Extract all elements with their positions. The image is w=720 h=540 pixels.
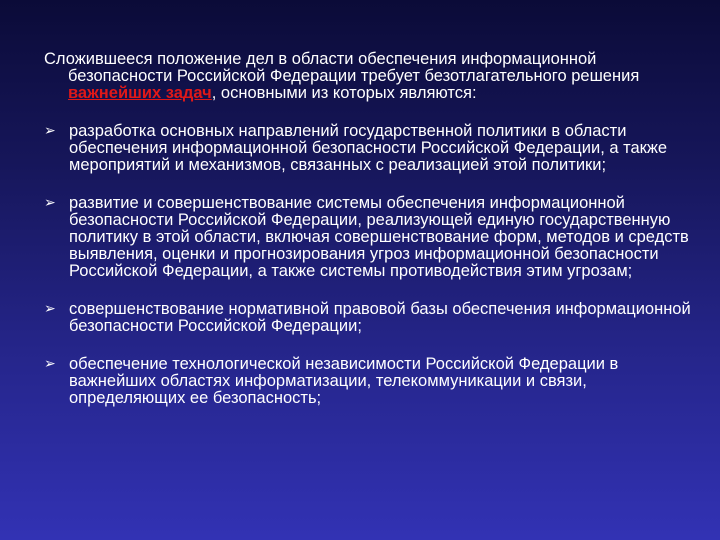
list-item-text: развитие и совершенствование системы обеспечения информационной безопасности Российской Федерации, реализующей единую государственную политику в этой области, включая совершенствование форм, методов и средств выявления, оценки и прогнозирования угроз информационной безопасности Российской Федерации, а также системы противодействия этим угрозам;	[69, 194, 689, 280]
list-item	[44, 301, 694, 335]
slide-content	[44, 51, 694, 428]
list-item-text: разработка основных направлений государственной политики в области обеспечения информационной безопасности Российской Федерации, а также мероприятий и механизмов, связанных с реализацией этой политики;	[69, 122, 668, 174]
arrow-bullet-icon: ➢	[44, 195, 56, 211]
list-item	[44, 195, 694, 280]
intro-text-end: , основными из которых являются:	[211, 84, 477, 102]
list-item	[44, 123, 694, 174]
task-list	[44, 123, 694, 407]
arrow-bullet-icon: ➢	[44, 123, 56, 139]
arrow-bullet-icon: ➢	[44, 301, 56, 317]
arrow-bullet-icon: ➢	[44, 356, 56, 372]
list-item	[44, 356, 694, 407]
intro-paragraph	[44, 51, 694, 102]
list-item-text: обеспечение технологической независимости Российской Федерации в важнейших областях информатизации, телекоммуникации и связи, определяющих ее безопасность;	[69, 355, 619, 407]
list-item-text: совершенствование нормативной правовой базы обеспечения информационной безопасности Российской Федерации;	[69, 300, 691, 335]
intro-highlight: важнейших задач	[68, 84, 212, 102]
intro-text-start: Сложившееся положение дел в области обеспечения информационной безопасности Российской Федерации требует безотлагательного решения	[44, 50, 640, 85]
